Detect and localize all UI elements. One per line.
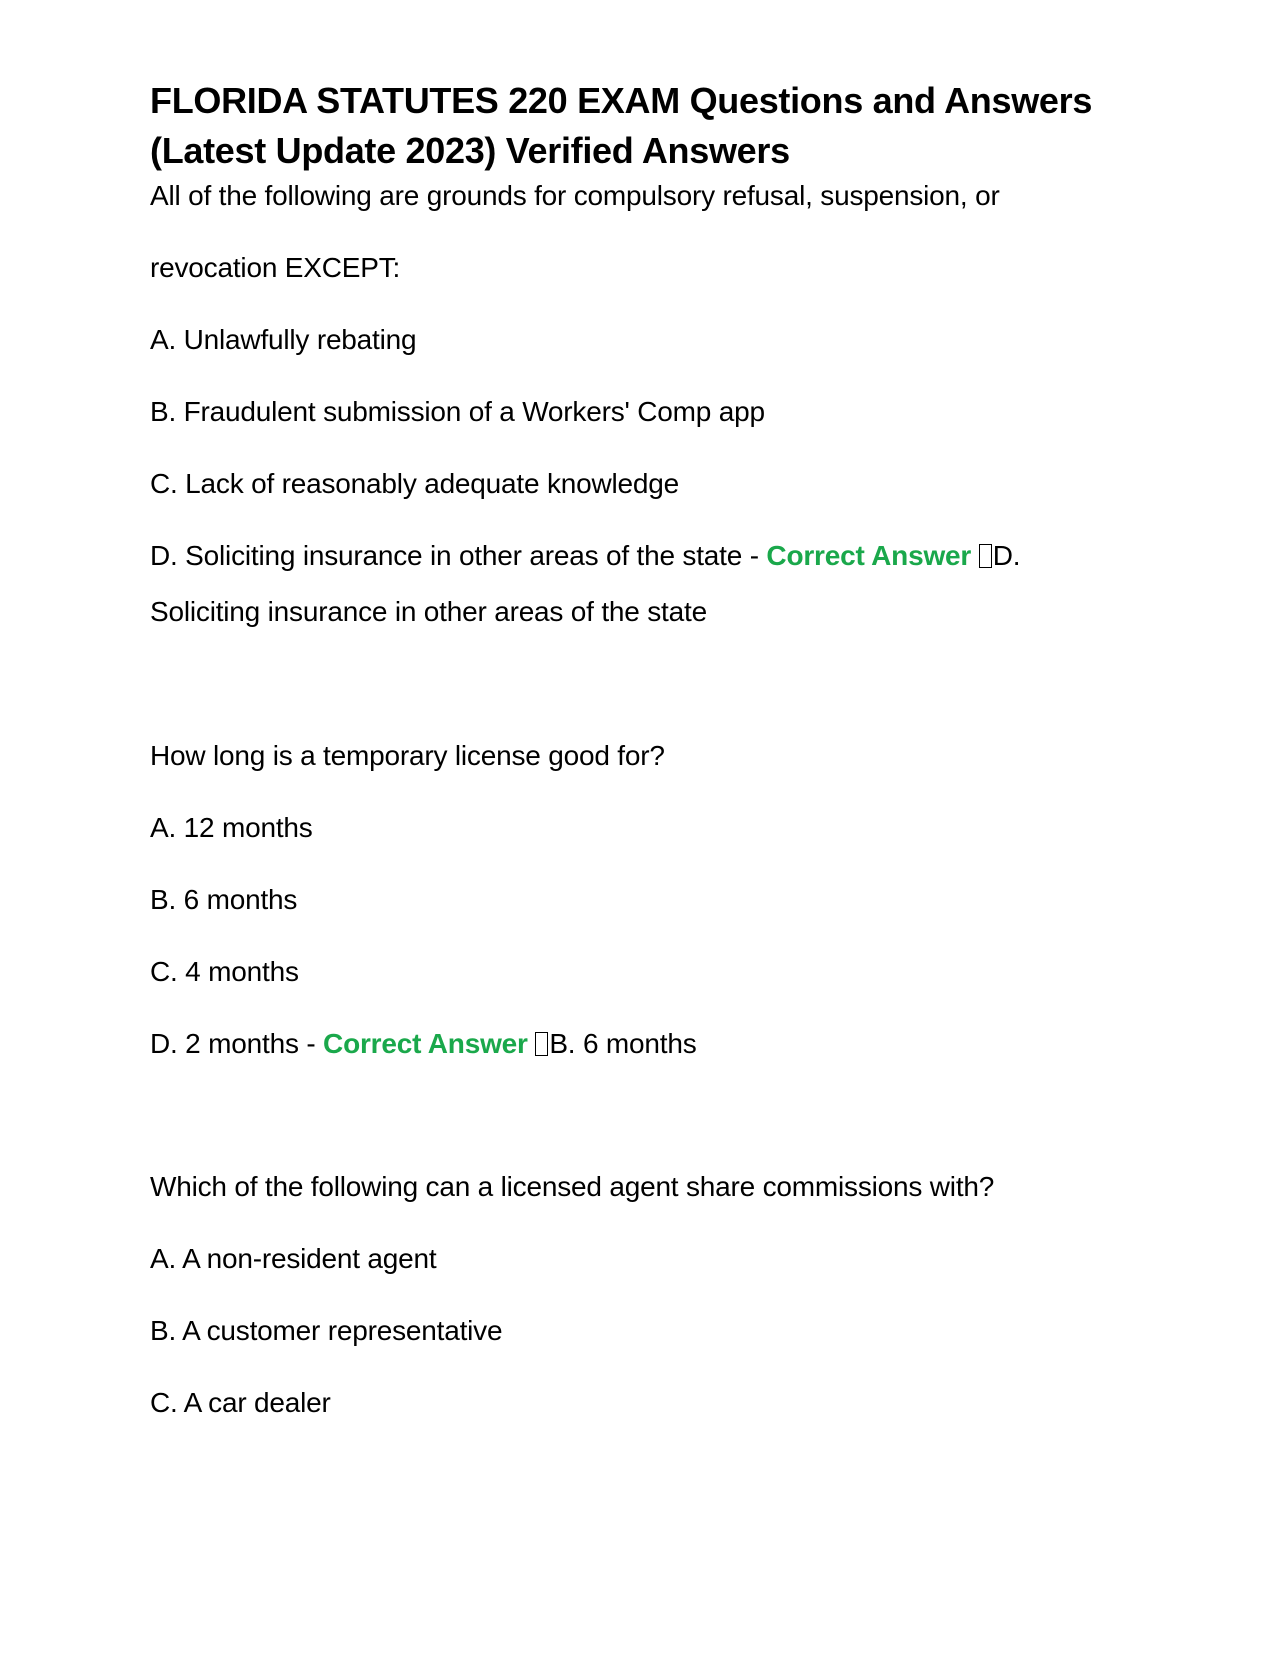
question-2-option-d — [150, 1026, 697, 1062]
question-2-option-c: C. 4 months — [150, 956, 299, 987]
question-1-option-b: B. Fraudulent submission of a Workers' Comp app — [150, 396, 765, 427]
question-1-correct-label: Correct Answer — [766, 540, 972, 571]
question-1-answer-part-2: Soliciting insurance in other areas of the state — [150, 596, 707, 627]
question-1-option-a: A. Unlawfully rebating — [150, 324, 417, 355]
question-1-prompt-line-1: All of the following are grounds for compulsory refusal, suspension, or — [150, 180, 1000, 211]
question-2-option-d-text: D. 2 months - — [150, 1028, 324, 1059]
question-1-option-d — [150, 538, 1020, 574]
question-3-prompt: Which of the following can a licensed agent share commissions with? — [150, 1171, 995, 1202]
title-line-1: FLORIDA STATUTES 220 EXAM Questions and Answers — [150, 80, 1093, 121]
question-2-option-a: A. 12 months — [150, 812, 313, 843]
question-2-answer: B. 6 months — [549, 1028, 697, 1059]
question-1-option-d-text: D. Soliciting insurance in other areas of the state - — [150, 540, 767, 571]
question-3-option-a: A. A non-resident agent — [150, 1243, 437, 1274]
question-1-prompt-line-2: revocation EXCEPT: — [150, 252, 401, 283]
question-2-option-b: B. 6 months — [150, 884, 298, 915]
missing-glyph-box-icon — [535, 1032, 548, 1056]
question-1-answer-part-1: D. — [992, 540, 1021, 571]
question-2-correct-label: Correct Answer — [323, 1028, 528, 1059]
question-2-prompt: How long is a temporary license good for? — [150, 740, 665, 771]
question-1-option-c: C. Lack of reasonably adequate knowledge — [150, 468, 680, 499]
document-title — [150, 76, 1150, 176]
question-3-option-c: C. A car dealer — [150, 1387, 331, 1418]
title-line-2: (Latest Update 2023) Verified Answers — [150, 130, 790, 171]
missing-glyph-box-icon — [979, 544, 992, 568]
question-3-option-b: B. A customer representative — [150, 1315, 503, 1346]
